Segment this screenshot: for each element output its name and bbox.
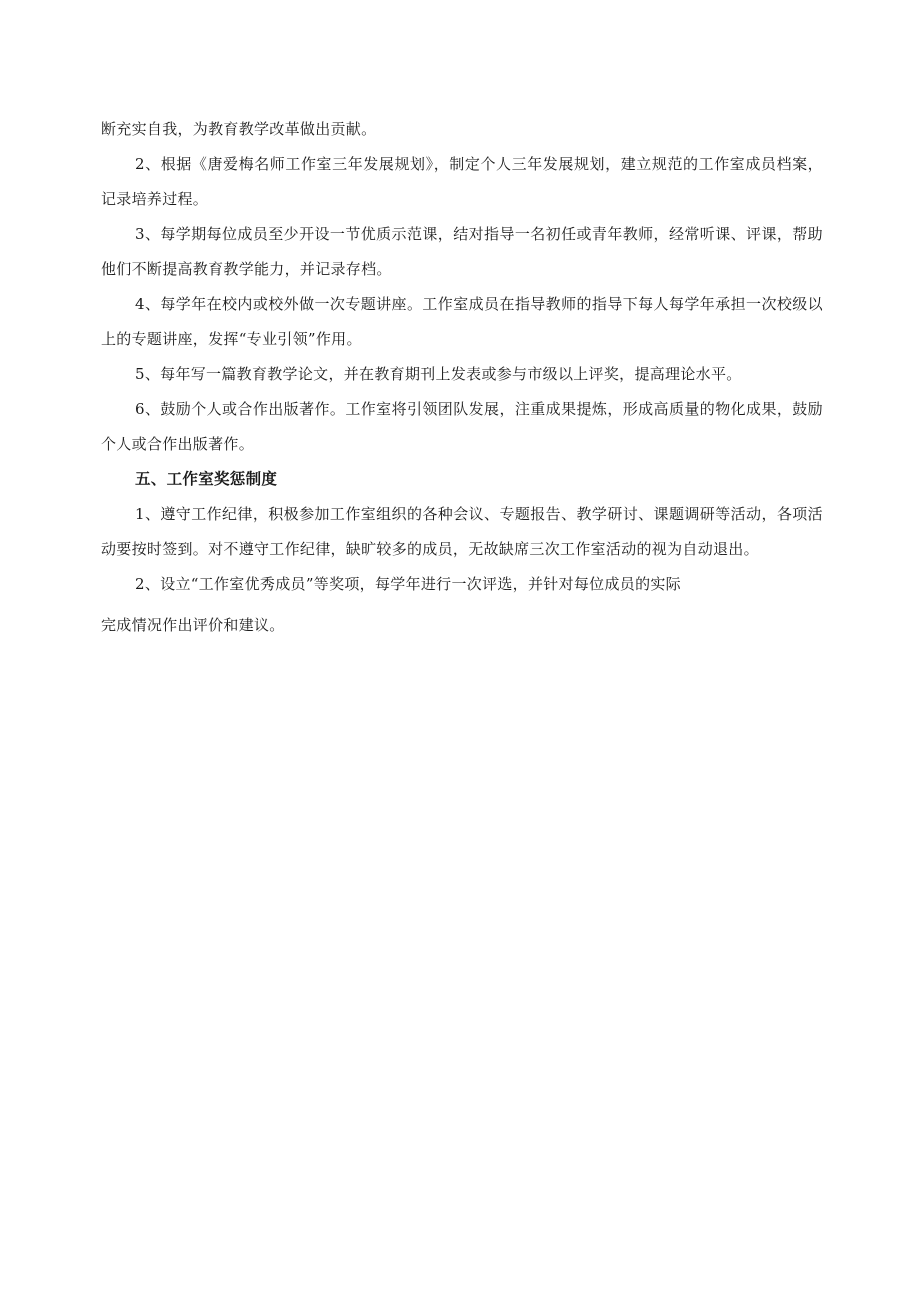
section5-heading: 五、工作室奖惩制度 (135, 470, 278, 488)
section5-item-2-line1: 2、设立“工作室优秀成员”等奖项，每学年进行一次评选，并针对每位成员的实际 (135, 575, 681, 593)
section4-item-3: 3、每学期每位成员至少开设一节优质示范课，结对指导一名初任或青年教师，经常听课、评课，帮助他们不断提高教育教学能力，并记录存档。 (101, 225, 823, 278)
intro-line: 断充实自我，为教育教学改革做出贡献。 (101, 120, 377, 138)
section5-item-2-line2: 完成情况作出评价和建议。 (101, 616, 285, 634)
section4-item-2: 2、根据《唐爱梅名师工作室三年发展规划》，制定个人三年发展规划，建立规范的工作室成员档案，记录培养过程。 (101, 155, 823, 208)
section4-item-5: 5、每年写一篇教育教学论文，并在教育期刊上发表或参与市级以上评奖，提高理论水平。 (135, 365, 742, 383)
section5-item-1: 1、遵守工作纪律，积极参加工作室组织的各种会议、专题报告、教学研讨、课题调研等活动，各项活动要按时签到。对不遵守工作纪律，缺旷较多的成员，无故缺席三次工作室活动的视为自动退出。 (101, 505, 823, 558)
section4-item-4: 4、每学年在校内或校外做一次专题讲座。工作室成员在指导教师的指导下每人每学年承担一次校级以上的专题讲座，发挥“专业引领”作用。 (101, 295, 823, 348)
section4-item-6: 6、鼓励个人或合作出版著作。工作室将引领团队发展，注重成果提炼，形成高质量的物化成果，鼓励个人或合作出版著作。 (101, 400, 823, 453)
document-body (101, 112, 823, 643)
